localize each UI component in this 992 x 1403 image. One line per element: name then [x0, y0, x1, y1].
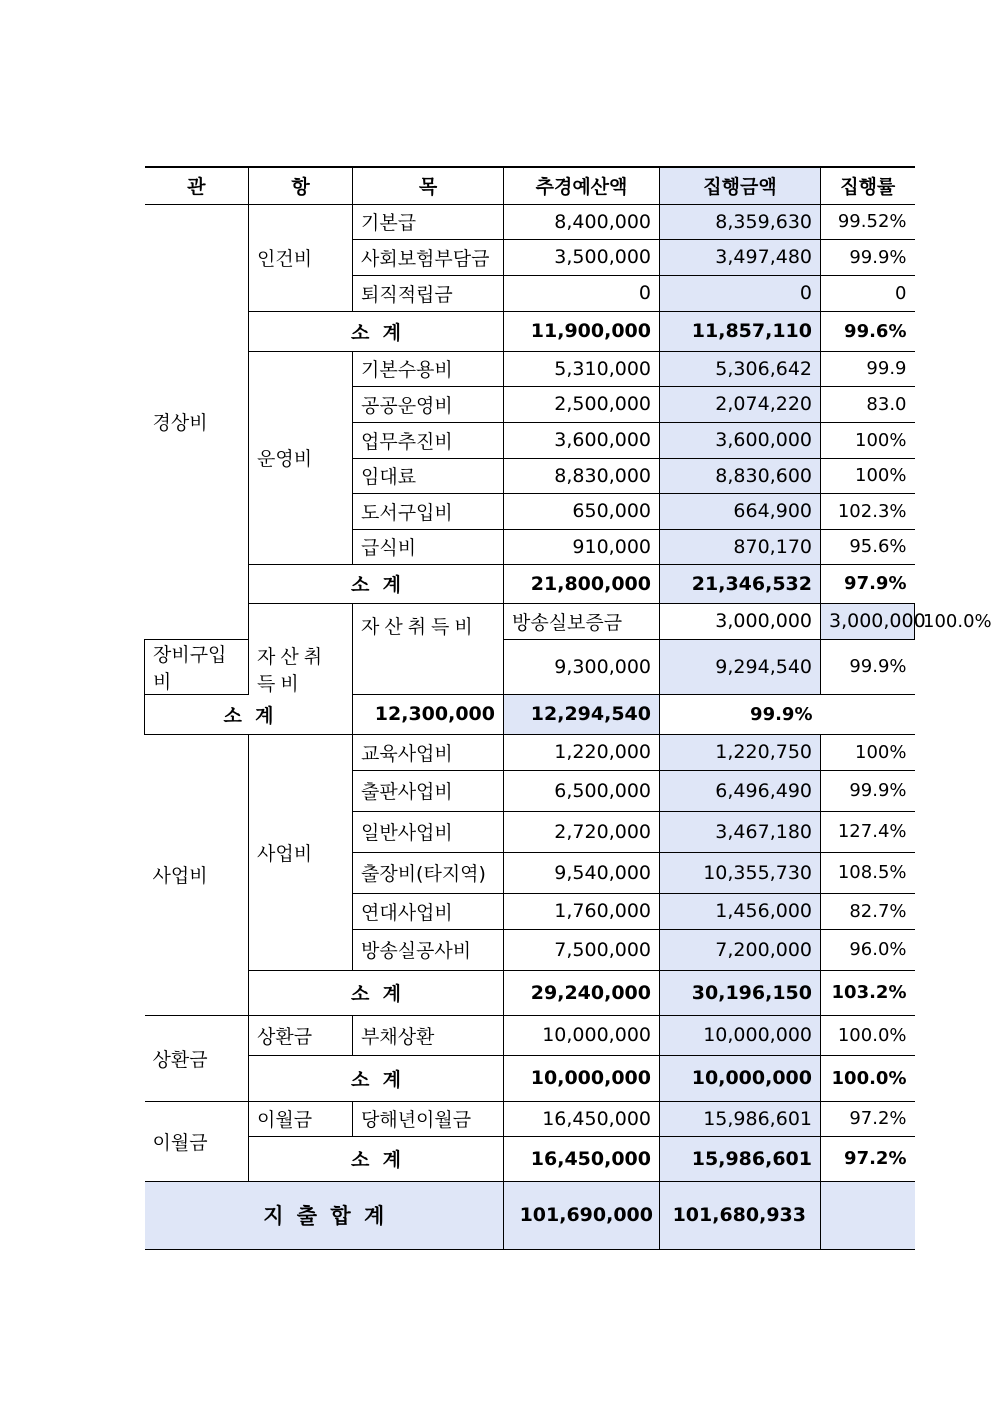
- gwan-cell: 사업비: [145, 734, 249, 1015]
- gwan-cell: 자산취득비: [249, 603, 353, 734]
- budget-cell: 2,720,000: [504, 811, 660, 852]
- budget-cell: 3,600,000: [504, 422, 660, 458]
- subtotal-executed: 11,857,110: [660, 311, 821, 351]
- budget-cell: 8,400,000: [504, 204, 660, 239]
- subtotal-executed: 30,196,150: [660, 970, 821, 1015]
- mok-cell: 당해년이월금: [353, 1101, 504, 1136]
- rate-cell: 95.6%: [821, 529, 915, 564]
- budget-cell: 6,500,000: [504, 770, 660, 811]
- budget-cell: 2,500,000: [504, 386, 660, 422]
- subtotal-rate: 103.2%: [821, 970, 915, 1015]
- rate-cell: 127.4%: [821, 811, 915, 852]
- budget-cell: 650,000: [504, 493, 660, 529]
- subtotal-budget: 16,450,000: [504, 1136, 660, 1181]
- rate-cell: 99.9: [821, 351, 915, 386]
- budget-cell: 9,540,000: [504, 852, 660, 893]
- executed-cell: 10,000,000: [660, 1015, 821, 1055]
- table-row: [145, 734, 915, 770]
- budget-cell: 16,450,000: [504, 1101, 660, 1136]
- rate-cell: 0: [821, 275, 915, 311]
- rate-cell: 108.5%: [821, 852, 915, 893]
- rate-cell: 96.0%: [821, 929, 915, 970]
- executed-cell: 10,355,730: [660, 852, 821, 893]
- header-hang: 항: [249, 167, 353, 204]
- subtotal-rate: 100.0%: [821, 1055, 915, 1101]
- header-rate: 집행률: [821, 167, 915, 204]
- executed-cell: 9,294,540: [660, 639, 821, 694]
- rate-cell: 82.7%: [821, 893, 915, 929]
- hang-cell: 인건비: [249, 204, 353, 311]
- mok-cell: 일반사업비: [353, 811, 504, 852]
- rate-cell: 97.2%: [821, 1101, 915, 1136]
- subtotal-executed: 15,986,601: [660, 1136, 821, 1181]
- header-mok: 목: [353, 167, 504, 204]
- subtotal-row: [145, 1136, 915, 1181]
- header-executed: 집행금액: [660, 167, 821, 204]
- mok-cell: 교육사업비: [353, 734, 504, 770]
- subtotal-budget: 21,800,000: [504, 564, 660, 603]
- gwan-cell: 경상비: [145, 204, 249, 639]
- header-gwan: 관: [145, 167, 249, 204]
- rate-cell: 100%: [821, 422, 915, 458]
- mok-cell: 장비구입비: [145, 639, 249, 694]
- rate-cell: 100%: [821, 734, 915, 770]
- executed-cell: 7,200,000: [660, 929, 821, 970]
- subtotal-row: [145, 564, 915, 603]
- executed-cell: 3,000,000: [821, 603, 915, 639]
- budget-cell: 10,000,000: [504, 1015, 660, 1055]
- grand-total-row: [145, 1181, 915, 1249]
- hang-cell: 이월금: [249, 1101, 353, 1136]
- subtotal-budget: 11,900,000: [504, 311, 660, 351]
- executed-cell: 3,600,000: [660, 422, 821, 458]
- hang-cell: 사업비: [249, 734, 353, 970]
- executed-cell: 15,986,601: [660, 1101, 821, 1136]
- budget-cell: 0: [504, 275, 660, 311]
- executed-cell: 8,359,630: [660, 204, 821, 239]
- subtotal-executed: 10,000,000: [660, 1055, 821, 1101]
- executed-cell: 1,456,000: [660, 893, 821, 929]
- mok-cell: 퇴직적립금: [353, 275, 504, 311]
- budget-cell: 3,500,000: [504, 239, 660, 275]
- gwan-cell: 상환금: [145, 1015, 249, 1101]
- mok-cell: 임대료: [353, 458, 504, 493]
- subtotal-row: [145, 311, 915, 351]
- executed-cell: 8,830,600: [660, 458, 821, 493]
- hang-cell: 운영비: [249, 351, 353, 564]
- table-row: [145, 204, 915, 239]
- mok-cell: 연대사업비: [353, 893, 504, 929]
- subtotal-rate: 99.6%: [821, 311, 915, 351]
- table-row: [145, 351, 915, 386]
- executed-cell: 3,467,180: [660, 811, 821, 852]
- subtotal-label: 소 계: [249, 1136, 504, 1181]
- subtotal-row: [145, 970, 915, 1015]
- subtotal-budget: 10,000,000: [504, 1055, 660, 1101]
- subtotal-rate: 97.2%: [821, 1136, 915, 1181]
- mok-cell: 출판사업비: [353, 770, 504, 811]
- gwan-cell: 이월금: [145, 1101, 249, 1181]
- budget-cell: 1,760,000: [504, 893, 660, 929]
- budget-cell: 9,300,000: [504, 639, 660, 694]
- executed-cell: 6,496,490: [660, 770, 821, 811]
- grand-total-executed: 101,680,933: [660, 1181, 821, 1249]
- grand-total-rate: [821, 1181, 915, 1249]
- rate-cell: 99.52%: [821, 204, 915, 239]
- budget-cell: 910,000: [504, 529, 660, 564]
- executed-cell: 870,170: [660, 529, 821, 564]
- subtotal-label: 소 계: [145, 694, 353, 734]
- mok-cell: 기본수용비: [353, 351, 504, 386]
- mok-cell: 출장비(타지역): [353, 852, 504, 893]
- table-row: [145, 1015, 915, 1055]
- subtotal-executed: 12,294,540: [504, 694, 660, 734]
- subtotal-label: 소 계: [249, 970, 504, 1015]
- rate-cell: 99.9%: [821, 770, 915, 811]
- hang-cell: 자산취득비: [353, 603, 504, 694]
- mok-cell: 공공운영비: [353, 386, 504, 422]
- executed-cell: 5,306,642: [660, 351, 821, 386]
- subtotal-executed: 21,346,532: [660, 564, 821, 603]
- budget-cell: 1,220,000: [504, 734, 660, 770]
- subtotal-label: 소 계: [249, 564, 504, 603]
- grand-total-label: 지 출 합 계: [145, 1181, 504, 1249]
- executed-cell: 664,900: [660, 493, 821, 529]
- subtotal-budget: 12,300,000: [353, 694, 504, 734]
- mok-cell: 급식비: [353, 529, 504, 564]
- mok-cell: 방송실보증금: [504, 603, 660, 639]
- mok-cell: 도서구입비: [353, 493, 504, 529]
- executed-cell: 0: [660, 275, 821, 311]
- budget-cell: 3,000,000: [660, 603, 821, 639]
- table-row: 자산취득비 자산취득비 방송실보증금 3,000,000 3,000,000 100.0%: [145, 603, 915, 639]
- header-row: [145, 167, 915, 204]
- budget-cell: 7,500,000: [504, 929, 660, 970]
- expenditure-table: [144, 166, 992, 1250]
- budget-cell: 8,830,000: [504, 458, 660, 493]
- executed-cell: 3,497,480: [660, 239, 821, 275]
- subtotal-rate: 99.9%: [660, 694, 821, 734]
- table-row: [145, 1101, 915, 1136]
- rate-cell: 100.0%: [821, 1015, 915, 1055]
- subtotal-rate: 97.9%: [821, 564, 915, 603]
- rate-cell: 102.3%: [821, 493, 915, 529]
- mok-cell: 업무추진비: [353, 422, 504, 458]
- header-budget: 추경예산액: [504, 167, 660, 204]
- mok-cell: 방송실공사비: [353, 929, 504, 970]
- rate-cell: 83.0: [821, 386, 915, 422]
- mok-cell: 사회보험부담금: [353, 239, 504, 275]
- mok-cell: 기본급: [353, 204, 504, 239]
- subtotal-label: 소 계: [249, 1055, 504, 1101]
- mok-cell: 부채상환: [353, 1015, 504, 1055]
- rate-cell: 99.9%: [821, 239, 915, 275]
- executed-cell: 1,220,750: [660, 734, 821, 770]
- grand-total-budget: 101,690,000: [504, 1181, 660, 1249]
- rate-cell: 100%: [821, 458, 915, 493]
- subtotal-row: [145, 694, 915, 734]
- executed-cell: 2,074,220: [660, 386, 821, 422]
- hang-cell: 상환금: [249, 1015, 353, 1055]
- rate-cell: 99.9%: [821, 639, 915, 694]
- subtotal-budget: 29,240,000: [504, 970, 660, 1015]
- budget-cell: 5,310,000: [504, 351, 660, 386]
- subtotal-label: 소 계: [249, 311, 504, 351]
- subtotal-row: [145, 1055, 915, 1101]
